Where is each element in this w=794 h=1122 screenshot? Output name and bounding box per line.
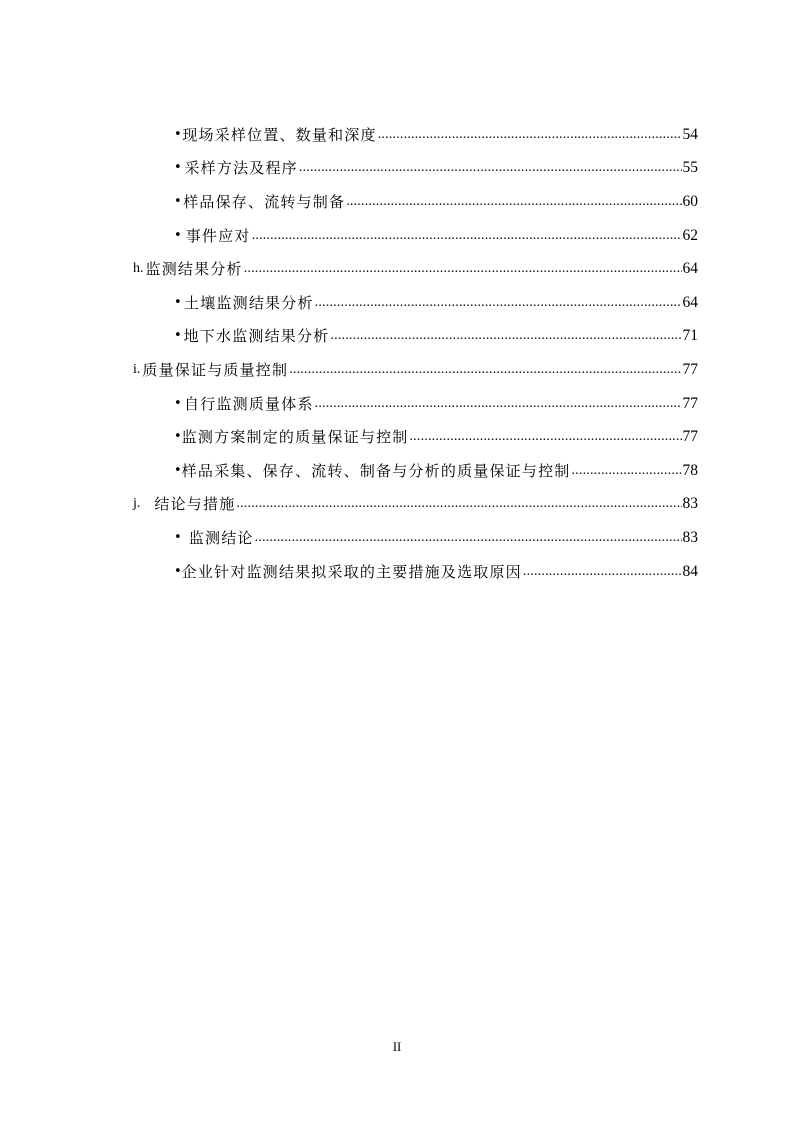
toc-entry-title: 采样方法及程序 (184, 159, 298, 178)
toc-entry-title: 监测方案制定的质量保证与控制 (181, 428, 409, 447)
toc-entry[interactable] (0, 286, 794, 320)
toc-entry[interactable] (0, 521, 794, 555)
toc-entry-title: 样品采集、保存、流转、制备与分析的质量保证与控制 (181, 461, 571, 480)
bullet-icon: • (174, 529, 182, 545)
dot-leader (244, 259, 682, 279)
toc-entry-title: 现场采样位置、数量和深度 (182, 125, 377, 144)
section-prefix: h. (133, 261, 144, 277)
dot-leader (346, 192, 681, 212)
toc-section[interactable] (0, 488, 794, 522)
toc-section-title: 质量保证与质量控制 (142, 360, 289, 379)
toc-entry[interactable] (0, 118, 794, 152)
toc-entry[interactable] (0, 320, 794, 354)
toc-entry-page: 77 (682, 394, 698, 412)
toc-entry-page: 77 (682, 428, 698, 446)
bullet-icon: • (174, 227, 182, 243)
toc-entry-title: 企业针对监测结果拟采取的主要措施及选取原因 (181, 562, 522, 581)
section-prefix: i. (133, 361, 141, 377)
table-of-contents (0, 118, 794, 588)
dot-leader (330, 326, 681, 346)
toc-entry-page: 83 (682, 528, 698, 546)
dot-leader (299, 158, 682, 178)
toc-entry-title: 监测结论 (188, 528, 254, 547)
toc-entry-page: 84 (682, 562, 698, 580)
toc-entry-title: 样品保存、流转与制备 (183, 192, 346, 211)
dot-leader (289, 360, 681, 380)
toc-entry-title: 地下水监测结果分析 (183, 327, 330, 346)
toc-entry[interactable] (0, 454, 794, 488)
section-prefix: j. (133, 496, 141, 512)
bullet-icon: • (174, 462, 182, 478)
toc-section-page: 64 (682, 260, 698, 278)
toc-entry[interactable] (0, 387, 794, 421)
bullet-icon: • (174, 160, 182, 176)
toc-section[interactable] (0, 252, 794, 286)
toc-entry[interactable] (0, 420, 794, 454)
bullet-icon: • (174, 328, 182, 344)
toc-section-page: 83 (682, 495, 698, 513)
bullet-icon: • (174, 429, 182, 445)
bullet-icon: • (174, 193, 182, 209)
dot-leader (252, 226, 682, 246)
toc-section[interactable] (0, 353, 794, 387)
toc-entry[interactable] (0, 555, 794, 589)
toc-entry-page: 71 (682, 327, 698, 345)
toc-entry[interactable] (0, 152, 794, 186)
bullet-icon: • (174, 395, 182, 411)
toc-entry-page: 64 (682, 293, 698, 311)
dot-leader (236, 494, 681, 514)
dot-leader (409, 427, 681, 447)
dot-leader (315, 293, 682, 313)
toc-entry[interactable] (0, 185, 794, 219)
dot-leader (255, 528, 682, 548)
toc-entry-page: 55 (682, 159, 698, 177)
toc-entry[interactable] (0, 219, 794, 253)
dot-leader (378, 125, 682, 145)
toc-entry-title: 自行监测质量体系 (184, 394, 314, 413)
toc-entry-page: 78 (682, 461, 698, 479)
bullet-icon: • (174, 563, 182, 579)
dot-leader (571, 461, 681, 481)
toc-entry-title: 事件应对 (185, 226, 251, 245)
toc-entry-title: 土壤监测结果分析 (184, 293, 314, 312)
bullet-icon: • (174, 294, 182, 310)
toc-entry-page: 62 (682, 226, 698, 244)
toc-section-title: 监测结果分析 (145, 260, 243, 279)
toc-section-page: 77 (682, 360, 698, 378)
dot-leader (315, 394, 682, 414)
page-footer-number: II (392, 1040, 402, 1054)
toc-entry-page: 60 (682, 192, 698, 210)
toc-entry-page: 54 (682, 125, 698, 143)
bullet-icon: • (174, 126, 182, 142)
toc-section-title: 结论与措施 (154, 495, 236, 514)
dot-leader (523, 562, 682, 582)
